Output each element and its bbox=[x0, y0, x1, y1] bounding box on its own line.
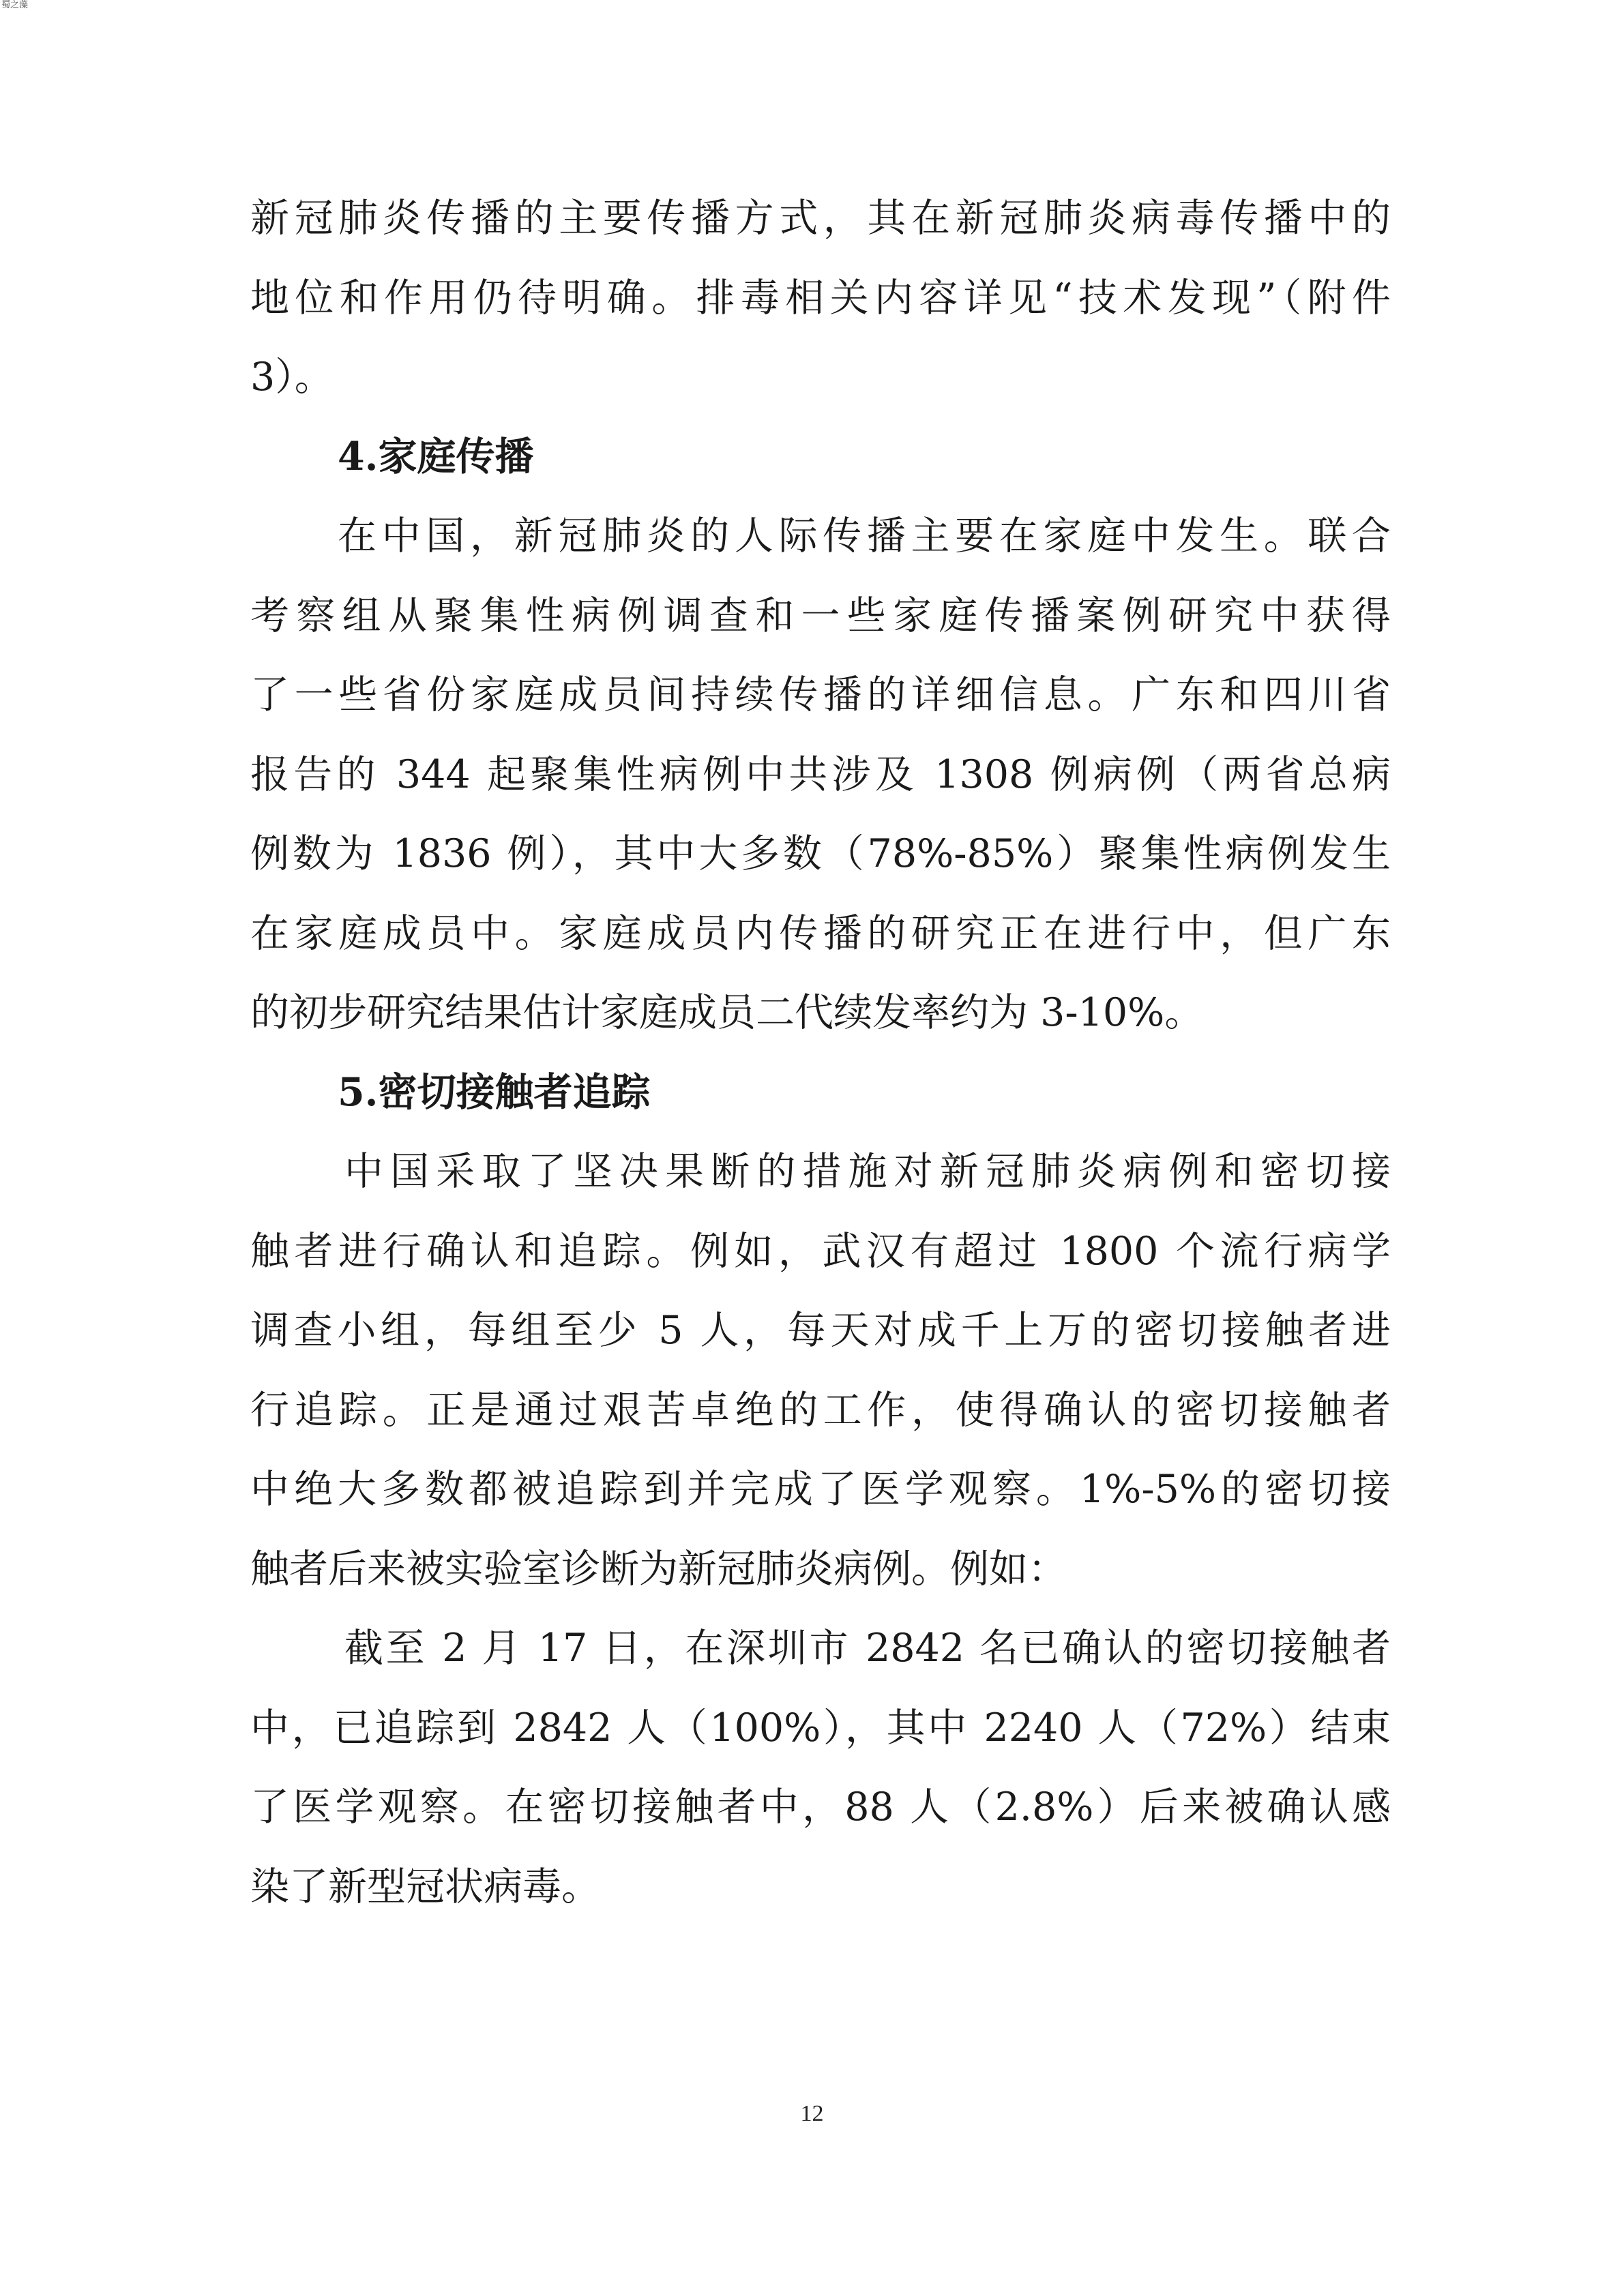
paragraph-line: 触者进行确认和追踪。例如，武汉有超过 1800 个流行病学 bbox=[250, 1228, 1391, 1274]
paragraph-line: 行追踪。正是通过艰苦卓绝的工作，使得确认的密切接触者 bbox=[250, 1387, 1391, 1433]
paragraph-line: 中国采取了坚决果断的措施对新冠肺炎病例和密切接 bbox=[344, 1149, 1391, 1194]
watermark-text: 蜀之藻 bbox=[1, 0, 29, 10]
paragraph-line: 了一些省份家庭成员间持续传播的详细信息。广东和四川省 bbox=[250, 672, 1391, 717]
paragraph-line: 截至 2 月 17 日，在深圳市 2842 名已确认的密切接触者 bbox=[344, 1626, 1391, 1671]
paragraph-line: 新冠肺炎传播的主要传播方式，其在新冠肺炎病毒传播中的 bbox=[250, 196, 1391, 241]
paragraph-line: 报告的 344 起聚集性病例中共涉及 1308 例病例（两省总病 bbox=[250, 751, 1391, 797]
paragraph-line: 在家庭成员中。家庭成员内传播的研究正在进行中，但广东 bbox=[250, 910, 1391, 956]
paragraph-line: 在中国，新冠肺炎的人际传播主要在家庭中发生。联合 bbox=[338, 513, 1391, 558]
document-body bbox=[250, 179, 1391, 1926]
paragraph-line: 的初步研究结果估计家庭成员二代续发率约为 3-10%。 bbox=[250, 990, 1204, 1035]
paragraph-line: 考察组从聚集性病例调查和一些家庭传播案例研究中获得 bbox=[250, 593, 1391, 638]
section-heading-family-transmission: 4.家庭传播 bbox=[338, 433, 534, 479]
paragraph-line: 中绝大多数都被追踪到并完成了医学观察。1%-5%的密切接 bbox=[250, 1467, 1391, 1512]
paragraph-line: 中，已追踪到 2842 人（100%），其中 2240 人（72%）结束 bbox=[250, 1705, 1391, 1750]
paragraph-line: 地位和作用仍待明确。排毒相关内容详见“技术发现”（附件 bbox=[250, 275, 1391, 320]
section-heading-contact-tracing: 5.密切接触者追踪 bbox=[338, 1069, 651, 1115]
paragraph-line: 调查小组，每组至少 5 人，每天对成千上万的密切接触者进 bbox=[250, 1308, 1391, 1353]
paragraph-line: 3）。 bbox=[250, 355, 334, 400]
page-number: 12 bbox=[800, 2101, 824, 2126]
paragraph-line: 了医学观察。在密切接触者中，88 人（2.8%）后来被确认感 bbox=[250, 1785, 1391, 1830]
paragraph-line: 触者后来被实验室诊断为新冠肺炎病例。例如： bbox=[250, 1546, 1067, 1592]
paragraph-line: 例数为 1836 例），其中大多数（78%-85%）聚集性病例发生 bbox=[250, 831, 1391, 876]
paragraph-line: 染了新型冠状病毒。 bbox=[250, 1864, 600, 1909]
